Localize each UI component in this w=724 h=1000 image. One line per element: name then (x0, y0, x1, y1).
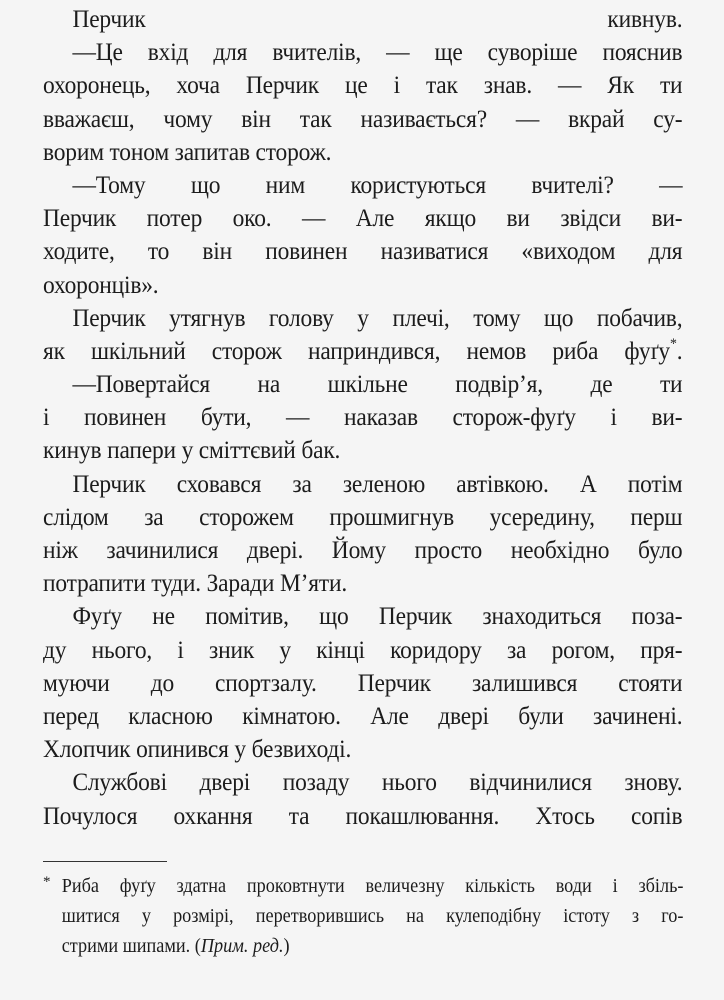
text-line: Фуґу не помітив, що Перчик знаходиться поза- (72, 601, 683, 631)
footnote-line (43, 932, 683, 962)
footnote-line: шитися у розмірі, перетворившись на кулеподібну істоту з го- (61, 906, 684, 927)
editor-note: Прим. ред. (200, 936, 284, 957)
text-segment: . (676, 335, 683, 365)
text-line-with-footnote-ref (43, 334, 682, 367)
footnote-reference[interactable]: * (669, 335, 677, 352)
text-line: слідом за сторожем прошмигнув усередину, перш (43, 501, 683, 531)
text-line: муючи до спортзалу. Перчик залишився стояти (43, 667, 683, 697)
text-line: Перчик утягнув голову у плечі, тому що побачив, (72, 302, 683, 332)
text-line: —Повертайся на шкільне подвір’я, де ти (72, 369, 683, 399)
text-line: потрапити туди. Заради М’яти. (43, 568, 348, 598)
footnote-text: стрими шипами. (61, 936, 191, 957)
text-line: ворим тоном запитав сторож. (43, 136, 332, 166)
text-line: охоронців». (43, 269, 159, 299)
text-line: Почулося охкання та покашлювання. Хтось сопів (43, 800, 683, 830)
text-line: Хлопчик опинився у безвиході. (43, 734, 352, 764)
editor-note-open: ( (194, 936, 201, 957)
text-line: вважаєш, чому він так називається? — вкрай су- (43, 103, 683, 133)
text-line: Перчик кивнув. (72, 4, 683, 33)
text-line: Службові двері позаду нього відчинилися знову. (72, 767, 683, 797)
text-line: перед класною кімнатою. Але двері були зачинені. (43, 700, 683, 730)
text-line: ходите, то він повинен називатися «виходом для (43, 236, 683, 266)
footnote-line: Риба фуґу здатна проковтнути величезну кількість води і збіль- (61, 876, 684, 897)
editor-note-close: ) (283, 936, 290, 957)
text-line: кинув папери у сміттєвий бак. (43, 435, 341, 465)
text-line: ніж зачинилися двері. Йому просто необхідно було (43, 535, 683, 564)
footnote (43, 872, 683, 962)
footnote-mark: * (43, 874, 51, 890)
text-line: —Тому що ним користуються вчителі? — (72, 169, 683, 199)
text-line: Перчик потер око. — Але якщо ви звідси ви- (43, 203, 683, 233)
text-line: Перчик сховався за зеленою автівкою. А потім (72, 468, 683, 498)
footnote-divider (43, 861, 167, 862)
text-line: охоронець, хоча Перчик це і так знав. — Як ти (43, 70, 683, 100)
text-line: ду нього, і зник у кінці коридору за рогом, пря- (43, 634, 683, 664)
text-segment: як шкільний сторож наприндився, немов риба фуґу (43, 335, 670, 365)
text-line: —Це вхід для вчителів, — ще суворіше пояснив (72, 37, 683, 67)
text-line: і повинен бути, — наказав сторож-фуґу і ви- (43, 402, 683, 432)
page-body (43, 2, 683, 832)
